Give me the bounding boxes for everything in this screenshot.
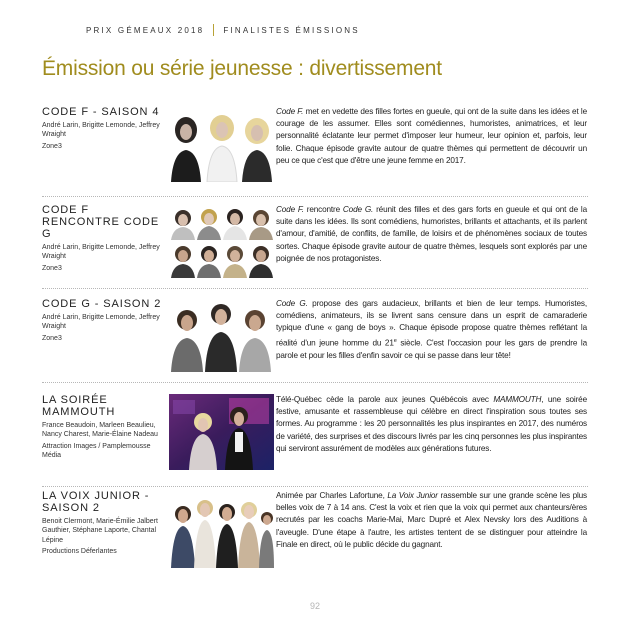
- header-event: PRIX GÉMEAUX 2018: [86, 25, 205, 35]
- show-photo: [169, 490, 274, 568]
- show-description: [276, 298, 587, 362]
- show-credits: André Larin, Brigitte Lemonde, Jeffrey Wraight: [42, 314, 160, 331]
- show-title-italic: Code F.: [276, 107, 304, 116]
- show-credits: France Beaudoin, Marleen Beaulieu, Nancy Charest, Marie-Élaine Nadeau: [42, 422, 158, 439]
- show-description: [276, 106, 587, 167]
- show-photo: [169, 394, 274, 470]
- page-number: 92: [309, 601, 320, 611]
- show-producer: Productions Déferlantes: [42, 547, 117, 555]
- show-photo: [169, 298, 274, 372]
- show-description: [276, 490, 587, 551]
- header-section: FINALISTES ÉMISSIONS: [223, 25, 360, 35]
- description-text: réunit des filles et des gars forts en gueule et qui ont de la suite dans les idées. Ils sont comédiens, humoristes, brillants et attachants, et ils parlent d'amour, d'amitié, de conflits, de famille, de loisirs et de phénomènes sociaux de toutes sortes. Chaque épisode gravite autour de quatre thèmes, lesquels sont explorés par une poignée de nos protagonistes.: [276, 205, 587, 263]
- entry-info: [42, 204, 166, 273]
- show-producer: Zone3: [42, 142, 62, 150]
- show-name: CODE F - SAISON 4: [42, 106, 160, 118]
- entry-divider: [42, 382, 588, 383]
- description-text: Animée par Charles Lafortune,: [276, 491, 388, 500]
- superscript: e: [393, 337, 397, 344]
- show-photo: [169, 106, 274, 182]
- running-header: [86, 24, 360, 36]
- entry-divider: [42, 288, 588, 289]
- show-title-italic: Code G.: [342, 205, 374, 214]
- show-name: LA VOIX JUNIOR - SAISON 2: [42, 490, 150, 514]
- show-photo: [169, 204, 274, 278]
- description-text: siècle. C'est l'occasion pour les gars de prendre la parole et pour les filles d'enfin savoir ce qui se passe dans leur tête!: [276, 338, 587, 360]
- category-title: Émission ou série jeunesse : divertissement: [42, 57, 442, 80]
- show-credits: Benoit Clermont, Marie-Émilie Jalbert Gauthier, Stéphane Laporte, Chantal Lépine: [42, 518, 158, 544]
- description-text: met en vedette des filles fortes en gueule, qui ont de la suite dans les idées et le courage de les assumer. Elles sont comédiennes, humoristes, animatrices, et leur personnalité éclatante leur permet d'imposer leur humeur, leur opinion et, parfois, leur folie. Chaque épisode gravite autour de quatre thèmes qui permettent de découvrir un peu ce que c'est que d'être une jeune femme en 2017.: [276, 107, 587, 165]
- entry-divider: [42, 196, 588, 197]
- show-title-italic: Code F.: [276, 205, 304, 214]
- show-name: LA SOIRÉE MAMMOUTH: [42, 394, 116, 418]
- show-name: CODE G - SAISON 2: [42, 298, 162, 310]
- description-text: rencontre: [303, 205, 343, 214]
- entry-divider: [42, 486, 588, 487]
- show-title-italic: MAMMOUTH: [493, 395, 542, 404]
- show-title-italic: Code G.: [276, 299, 308, 308]
- description-text: Télé-Québec cède la parole aux jeunes Québécois avec: [276, 395, 494, 404]
- description-text: rassemble sur une grande scène les plus belles voix de 7 à 14 ans. C'est la voix et rien que la voix qui permet aux chanteurs/ères recrutés par les coachs Marie-Mai, Marc Dupré et Alex Nevsky lors des Auditions à l'aveugle. D'une étape à l'autre, les artistes tentent de se distinguer pour atteindre la Finale en direct, où le public décide du gagnant.: [276, 491, 588, 549]
- show-credits: André Larin, Brigitte Lemonde, Jeffrey Wraight: [42, 122, 160, 139]
- show-producer: Attraction Images / Pamplemousse Média: [42, 442, 151, 459]
- header-separator: [213, 24, 214, 36]
- show-title-italic: La Voix Junior: [387, 491, 438, 500]
- show-producer: Zone3: [42, 264, 62, 272]
- entry-info: [42, 490, 166, 556]
- description-text: , une soirée festive, amusante et rassembleuse qui célèbre en direct l'inspiration sous toutes ses formes. Au programme : les 20 personnalités les plus inspirantes en 2017, des numéros de variété, des surprises et des discours livrés par les cinq personnes les plus inspirantes qui serviront assurément de modèles aux générations futures.: [276, 395, 587, 453]
- description-text: propose des gars audacieux, brillants et bien de leur temps. Humoristes, comédiens, animateurs, ils se livrent sans censure dans un esprit de camaraderie typique d'une « gang de boys ». Chaque épisode propose quatre thèmes reflétant la réalité d'un jeune homme du 21: [276, 299, 587, 348]
- show-credits: André Larin, Brigitte Lemonde, Jeffrey Wraight: [42, 244, 160, 261]
- entry-info: [42, 298, 166, 343]
- show-name: CODE F RENCONTRE CODE G: [42, 204, 160, 240]
- entry-info: [42, 394, 166, 460]
- entry-info: [42, 106, 166, 151]
- show-producer: Zone3: [42, 334, 62, 342]
- show-description: [276, 394, 587, 455]
- show-description: [276, 204, 587, 265]
